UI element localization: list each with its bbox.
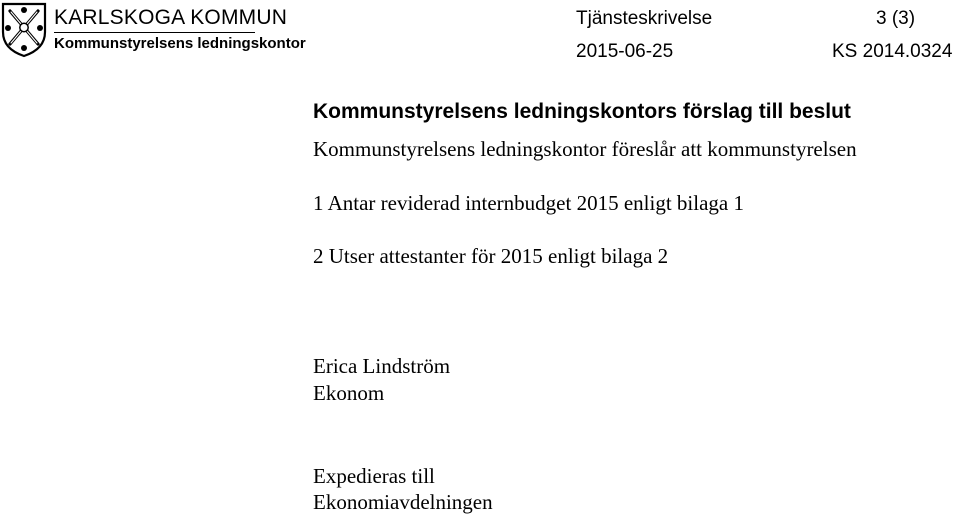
organization-name: KARLSKOGA KOMMUN xyxy=(54,6,288,29)
letterhead-divider xyxy=(54,32,255,33)
document-type: Tjänsteskrivelse xyxy=(576,8,713,29)
dispatch-label: Expedieras till xyxy=(313,464,435,488)
document-reference: KS 2014.0324 xyxy=(832,41,953,62)
page-number: 3 (3) xyxy=(876,8,916,29)
proposal-item: 2 Utser attestanter för 2015 enligt bilaga 2 xyxy=(313,244,669,268)
section-heading: Kommunstyrelsens ledningskontors förslag till beslut xyxy=(313,100,851,123)
signer-title: Ekonom xyxy=(313,381,385,405)
signer-name: Erica Lindström xyxy=(313,354,451,378)
dispatch-recipient: Ekonomiavdelningen xyxy=(313,490,493,514)
coat-of-arms-icon xyxy=(0,2,48,58)
proposal-item: 1 Antar reviderad internbudget 2015 enligt bilaga 1 xyxy=(313,191,744,215)
document-date: 2015-06-25 xyxy=(576,41,674,62)
proposal-intro: Kommunstyrelsens ledningskontor föreslår att kommunstyrelsen xyxy=(313,137,857,161)
organization-unit: Kommunstyrelsens ledningskontor xyxy=(54,35,306,52)
